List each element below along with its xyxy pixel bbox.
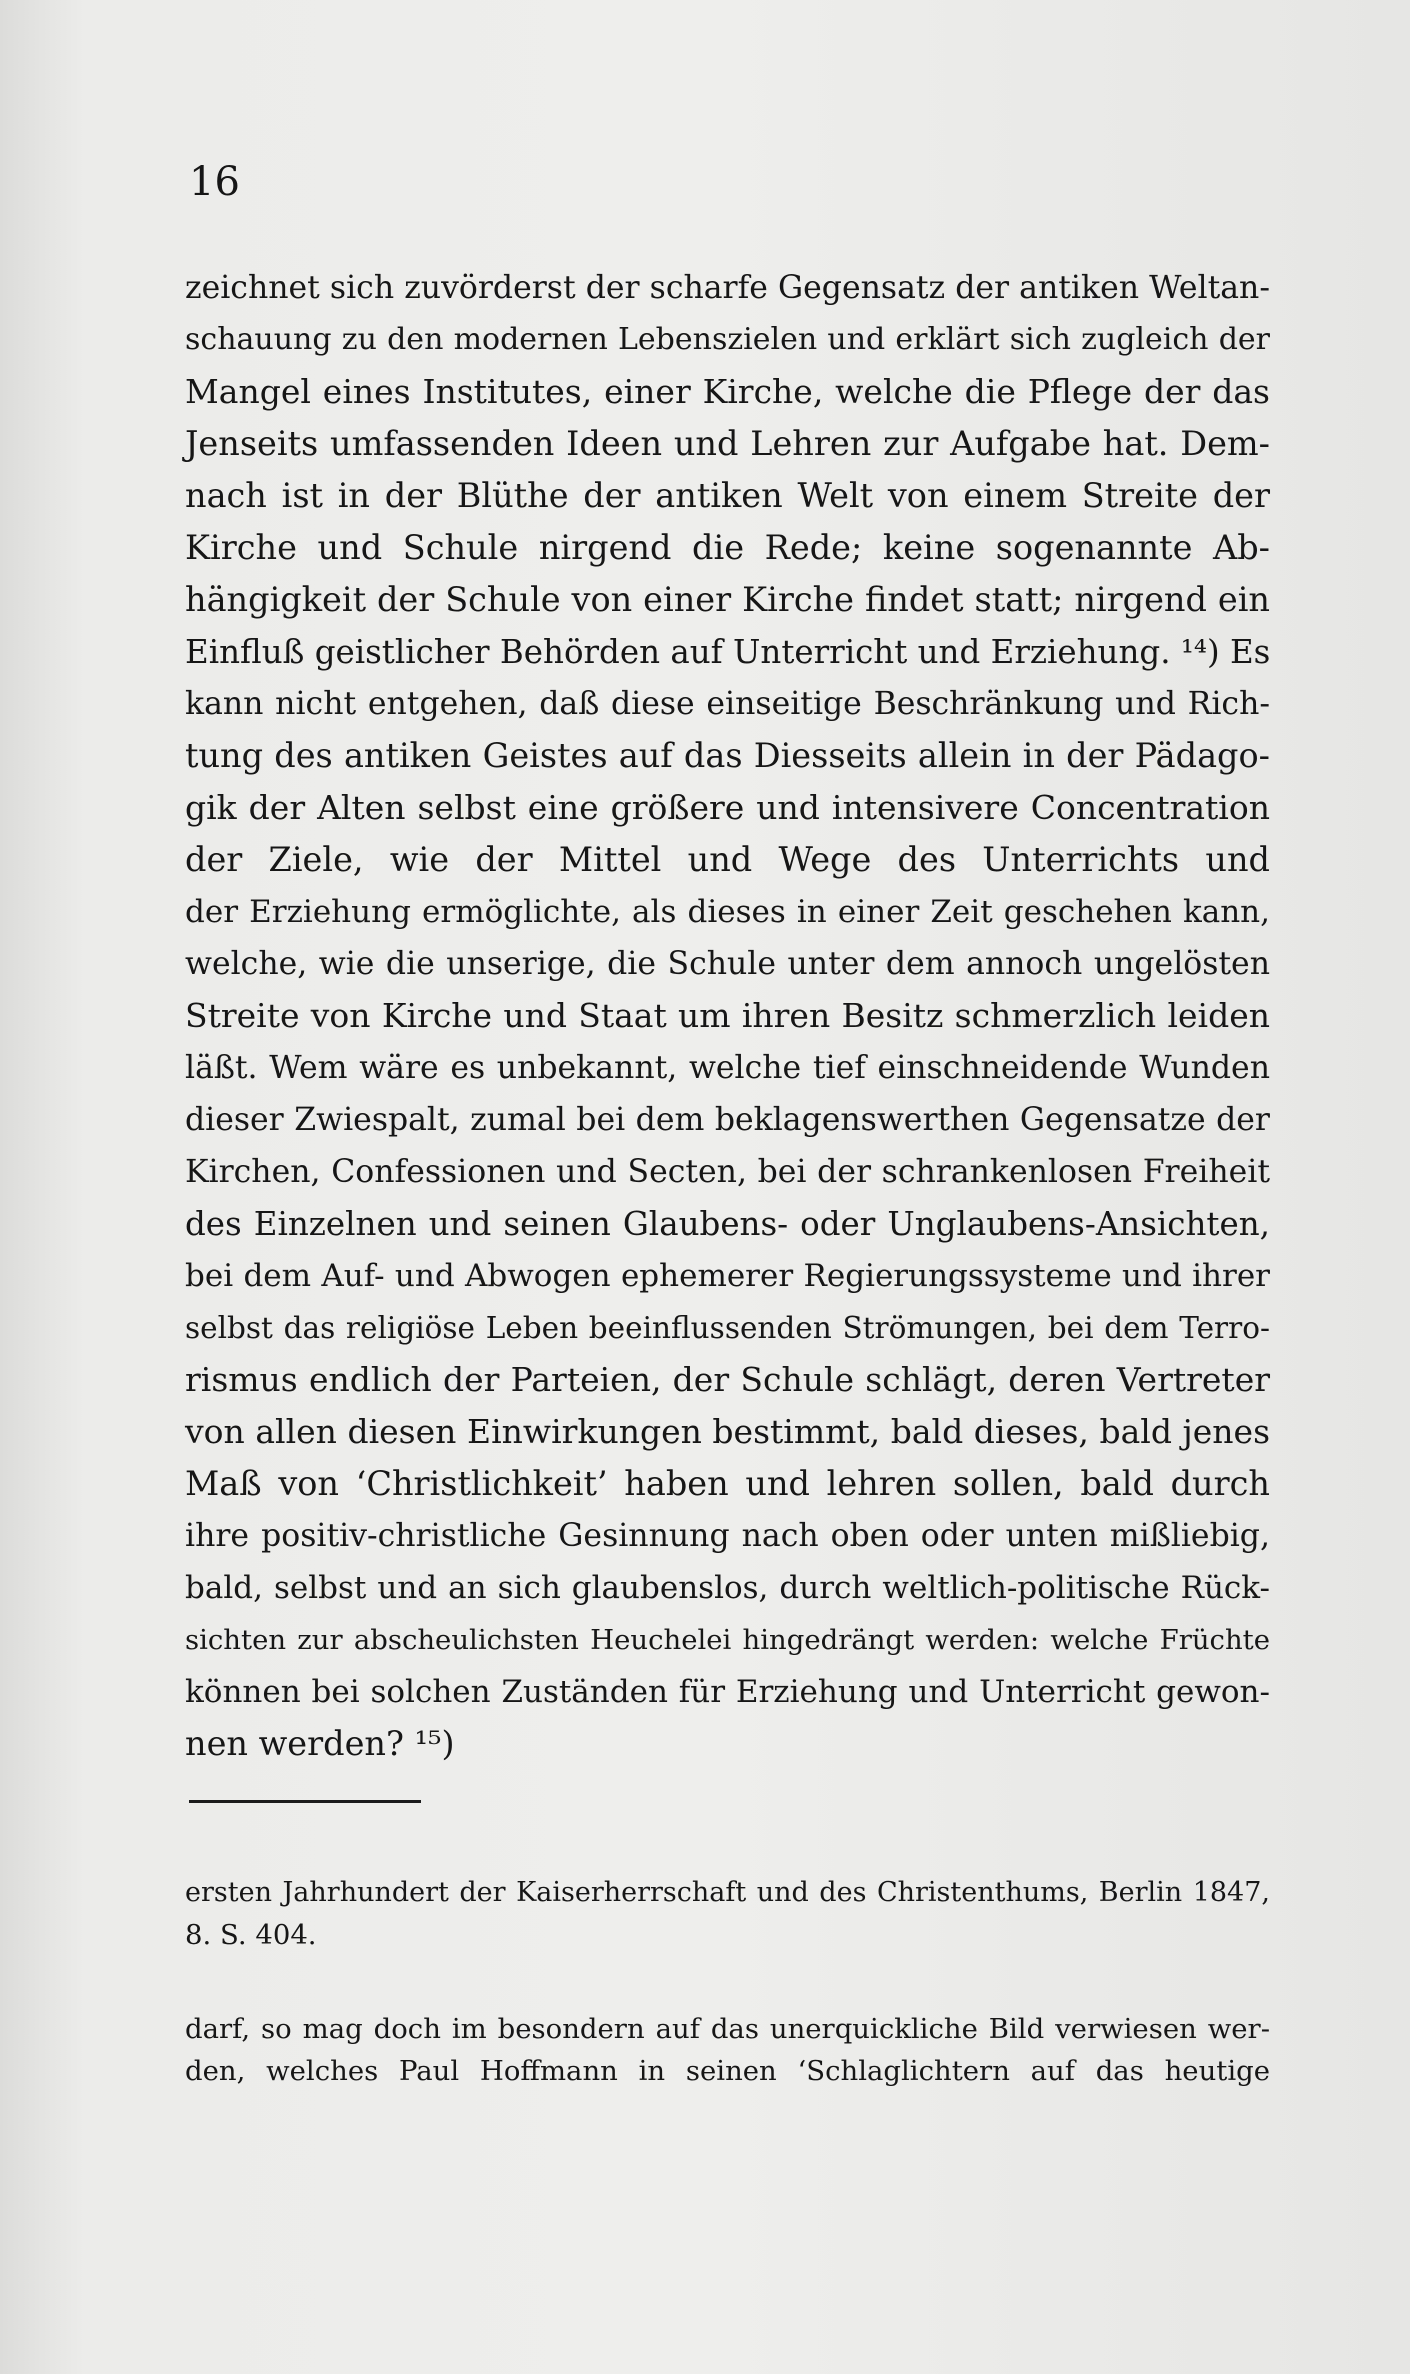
text-line: schauung zu den modernen Lebenszielen und erklärt sich zugleich der: [185, 322, 1270, 357]
text-line: rismus endlich der Parteien, der Schule schlägt, deren Vertreter: [185, 1360, 1270, 1399]
text-line: Jenseits umfassenden Ideen und Lehren zur Aufgabe hat. Dem-: [185, 424, 1270, 463]
footnote-separator: [189, 1800, 421, 1803]
page-number: 16: [189, 159, 240, 205]
text-line: Mangel eines Institutes, einer Kirche, welche die Pflege der das: [185, 372, 1270, 411]
text-line: Kirche und Schule nirgend die Rede; keine sogenannte Ab-: [185, 528, 1270, 567]
text-line: der Ziele, wie der Mittel und Wege des Unterrichts und: [185, 840, 1270, 879]
footnote-line: 8. S. 404.: [185, 1919, 317, 1951]
footnotes-block: [185, 1830, 1270, 2092]
text-line: nach ist in der Blüthe der antiken Welt von einem Streite der: [185, 476, 1270, 515]
text-line: der Erziehung ermöglichte, als dieses in einer Zeit geschehen kann,: [185, 894, 1270, 930]
text-line: Kirchen, Confessionen und Secten, bei der schrankenlosen Freiheit: [185, 1154, 1270, 1190]
footnote-line: darf, so mag doch im besondern auf das unerquickliche Bild verwiesen wer-: [185, 2013, 1270, 2045]
text-line: des Einzelnen und seinen Glaubens- oder Unglaubens-Ansichten,: [185, 1205, 1270, 1243]
footnote-15: [185, 1966, 1270, 2092]
footnote-14: [185, 1830, 1270, 1956]
footnote-line: den, welches Paul Hoffmann in seinen ‘Schlaglichtern auf das heutige: [185, 2055, 1270, 2087]
text-line: tung des antiken Geistes auf das Diesseits allein in der Pädago-: [185, 736, 1270, 775]
text-line: nen werden? ¹⁵): [185, 1724, 455, 1763]
footnote-line: ersten Jahrhundert der Kaiserherrschaft und des Christenthums, Berlin 1847,: [185, 1877, 1270, 1908]
text-line: zeichnet sich zuvörderst der scharfe Gegensatz der antiken Weltan-: [185, 270, 1270, 306]
text-line: läßt. Wem wäre es unbekannt, welche tief einschneidende Wunden: [185, 1050, 1270, 1086]
text-line: bald, selbst und an sich glaubenslos, durch weltlich-politische Rück-: [185, 1570, 1270, 1606]
text-line: gik der Alten selbst eine größere und intensivere Concentration: [185, 788, 1270, 827]
text-line: hängigkeit der Schule von einer Kirche findet statt; nirgend ein: [185, 580, 1270, 619]
text-line: können bei solchen Zuständen für Erziehung und Unterricht gewon-: [185, 1674, 1270, 1710]
text-line: selbst das religiöse Leben beeinflussenden Strömungen, bei dem Terro-: [185, 1311, 1270, 1345]
text-line: von allen diesen Einwirkungen bestimmt, bald dieses, bald jenes: [185, 1412, 1270, 1451]
footnote-line: [185, 1966, 1270, 2008]
text-line: sichten zur abscheulichsten Heuchelei hingedrängt werden: welche Früchte: [185, 1624, 1270, 1656]
text-line: ihre positiv-christliche Gesinnung nach oben oder unten mißliebig,: [185, 1518, 1270, 1554]
main-text-block: [185, 262, 1270, 1770]
text-line: welche, wie die unserige, die Schule unter dem annoch ungelösten: [185, 946, 1270, 982]
text-line: kann nicht entgehen, daß diese einseitige Beschränkung und Rich-: [185, 686, 1270, 722]
text-line: Maß von ‘Christlichkeit’ haben und lehren sollen, bald durch: [185, 1464, 1270, 1503]
text-line: Einfluß geistlicher Behörden auf Unterricht und Erziehung. ¹⁴) Es: [185, 633, 1271, 671]
text-line: dieser Zwiespalt, zumal bei dem beklagenswerthen Gegensatze der: [185, 1102, 1270, 1138]
footnote-line: [185, 1830, 1270, 1872]
text-line: Streite von Kirche und Staat um ihren Besitz schmerzlich leiden: [185, 996, 1270, 1035]
text-line: bei dem Auf- und Abwogen ephemerer Regierungssysteme und ihrer: [185, 1258, 1270, 1294]
